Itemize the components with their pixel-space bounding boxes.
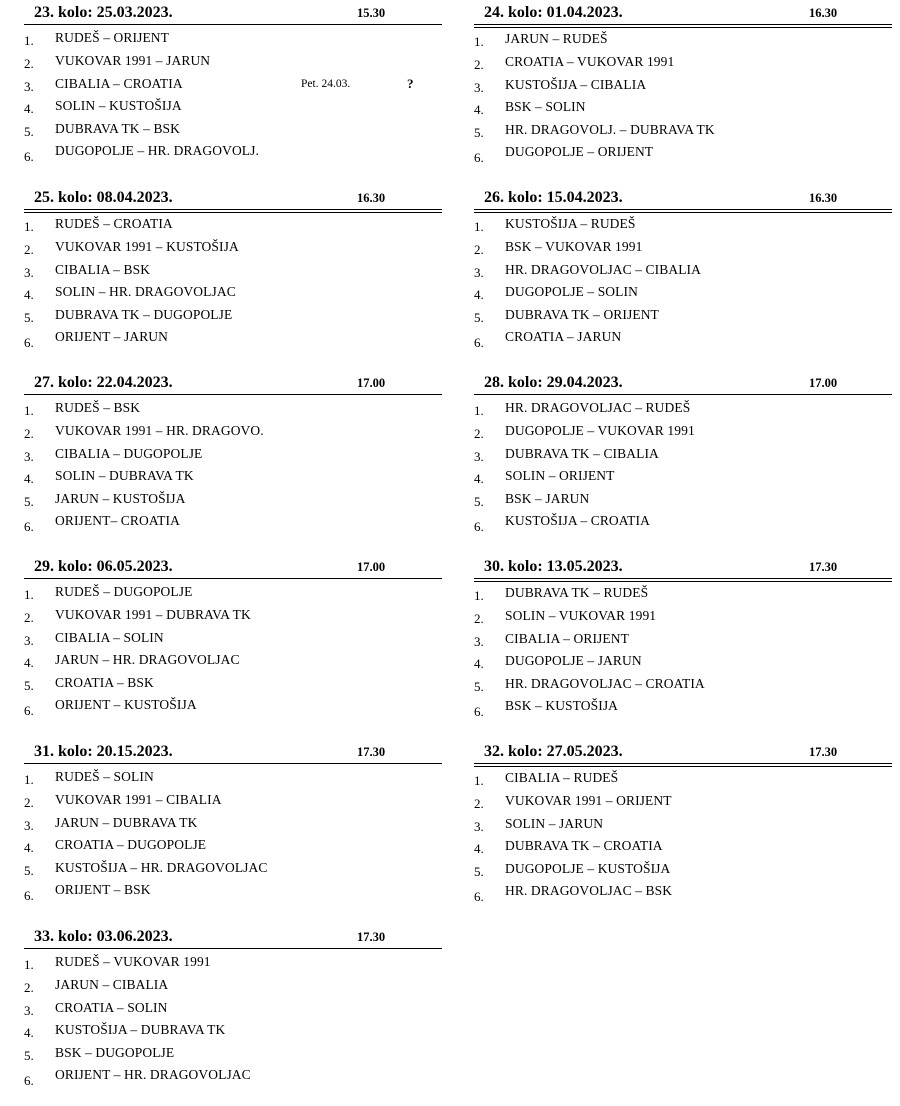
- match-teams: SOLIN – KUSTOŠIJA: [55, 98, 182, 114]
- match-teams: VUKOVAR 1991 – JARUN: [55, 52, 211, 68]
- match-teams: KUSTOŠIJA – HR. DRAGOVOLJAC: [55, 860, 268, 876]
- match-row: [474, 837, 892, 860]
- match-row: [24, 814, 442, 837]
- match-row: [24, 606, 442, 629]
- match-number: 6.: [474, 888, 484, 904]
- match-number: 2.: [474, 425, 484, 441]
- match-number: 1.: [24, 33, 34, 48]
- match-teams: BSK – KUSTOŠIJA: [505, 697, 619, 713]
- match-number: 4.: [24, 287, 34, 303]
- kickoff-time: 17.00: [357, 560, 386, 574]
- match-number: 4.: [474, 656, 484, 672]
- match-teams: DUGOPOLJE – HR. DRAGOVOLJ.: [55, 142, 259, 158]
- round-block-27: [24, 372, 442, 536]
- match-number: 3.: [24, 78, 34, 94]
- match-number: 3.: [24, 632, 34, 648]
- match-row: [474, 607, 892, 630]
- match-row: [24, 120, 442, 143]
- kickoff-time: 17.30: [357, 745, 386, 759]
- match-number: 5.: [24, 1048, 34, 1064]
- match-number: 1.: [474, 588, 484, 603]
- round-header: [474, 372, 892, 394]
- match-row: [24, 283, 442, 306]
- match-row: [24, 768, 442, 791]
- round-header: [474, 2, 892, 24]
- match-number: 6.: [24, 702, 34, 718]
- match-row: [474, 675, 892, 698]
- match-teams: JARUN – KUSTOŠIJA: [55, 491, 186, 507]
- round-header: [24, 741, 442, 763]
- match-row: [24, 651, 442, 674]
- match-number: 4.: [24, 655, 34, 671]
- match-teams: ORIJENT– CROATIA: [55, 512, 180, 528]
- match-number: 6.: [24, 887, 34, 903]
- round-title: 32. kolo: 27.05.2023.: [484, 743, 623, 760]
- match-row: [24, 953, 442, 976]
- match-teams: VUKOVAR 1991 – DUBRAVA TK: [55, 606, 251, 622]
- match-row: [24, 674, 442, 697]
- match-row: [24, 29, 442, 52]
- match-teams: CROATIA – SOLIN: [55, 999, 168, 1015]
- match-row: [24, 329, 442, 352]
- kickoff-time: 16.30: [357, 191, 386, 205]
- round-header: [474, 187, 892, 209]
- match-number: 2.: [24, 979, 34, 995]
- header-rule: [474, 578, 892, 582]
- match-number: 6.: [24, 1072, 34, 1088]
- match-teams: ORIJENT – JARUN: [55, 328, 169, 344]
- match-number: 3.: [474, 264, 484, 280]
- header-rule: [474, 209, 892, 213]
- match-teams: HR. DRAGOVOLJAC – RUDEŠ: [505, 400, 691, 415]
- match-teams: RUDEŠ – ORIJENT: [55, 30, 170, 45]
- round-title: 27. kolo: 22.04.2023.: [34, 374, 173, 391]
- match-teams: CROATIA – VUKOVAR 1991: [505, 53, 675, 69]
- match-teams: RUDEŠ – CROATIA: [55, 216, 173, 231]
- header-rule: [474, 763, 892, 767]
- match-number: 3.: [24, 264, 34, 280]
- match-number: 4.: [24, 101, 34, 117]
- match-number: 4.: [24, 471, 34, 487]
- round-block-28: [474, 372, 892, 536]
- match-number: 5.: [474, 494, 484, 510]
- match-number: 2.: [24, 794, 34, 810]
- match-number: 5.: [474, 125, 484, 141]
- match-row: [474, 144, 892, 167]
- kickoff-time: 17.30: [357, 930, 386, 944]
- match-number: 6.: [24, 334, 34, 350]
- match-teams: DUGOPOLJE – JARUN: [505, 653, 642, 669]
- match-teams: CIBALIA – CROATIA: [55, 75, 183, 91]
- round-block-25: [24, 187, 442, 352]
- match-number: 3.: [24, 448, 34, 464]
- match-row: [474, 283, 892, 306]
- round-block-26: [474, 187, 892, 352]
- match-teams: CIBALIA – BSK: [55, 261, 151, 277]
- match-row: [474, 306, 892, 329]
- match-teams: JARUN – RUDEŠ: [505, 31, 608, 46]
- match-row: [474, 98, 892, 121]
- round-block-31: [24, 741, 442, 905]
- round-title: 23. kolo: 25.03.2023.: [34, 4, 173, 21]
- match-teams: CROATIA – DUGOPOLJE: [55, 837, 207, 853]
- match-teams: KUSTOŠIJA – RUDEŠ: [505, 216, 636, 231]
- match-row: [24, 859, 442, 882]
- match-row: [474, 422, 892, 445]
- match-number: 2.: [474, 610, 484, 626]
- header-rule: [474, 24, 892, 28]
- match-teams: KUSTOŠIJA – CIBALIA: [505, 76, 647, 92]
- match-teams: CROATIA – JARUN: [505, 328, 622, 344]
- match-number: 3.: [474, 818, 484, 834]
- match-row: [474, 76, 892, 99]
- round-header: [24, 556, 442, 578]
- match-row: [24, 490, 442, 513]
- match-teams: JARUN – DUBRAVA TK: [55, 814, 198, 830]
- round-header: [24, 187, 442, 209]
- match-row: [24, 629, 442, 652]
- match-row: [474, 860, 892, 883]
- match-number: 4.: [474, 287, 484, 303]
- match-row: [474, 630, 892, 653]
- match-number: 2.: [24, 241, 34, 257]
- match-row: [24, 445, 442, 468]
- match-teams: ORIJENT – BSK: [55, 881, 151, 897]
- match-row: [474, 792, 892, 815]
- match-teams: HR. DRAGOVOLJAC – CIBALIA: [505, 261, 702, 277]
- match-row: [24, 1021, 442, 1044]
- match-teams: DUGOPOLJE – SOLIN: [505, 284, 638, 300]
- match-teams: DUBRAVA TK – RUDEŠ: [505, 585, 649, 600]
- kickoff-time: 16.30: [809, 6, 838, 20]
- match-row: [474, 815, 892, 838]
- round-header: [474, 741, 892, 763]
- round-title: 26. kolo: 15.04.2023.: [484, 189, 623, 206]
- match-teams: DUBRAVA TK – CIBALIA: [505, 445, 659, 461]
- match-number: 3.: [24, 1002, 34, 1018]
- match-row: [24, 976, 442, 999]
- match-row: [24, 999, 442, 1022]
- match-number: 4.: [474, 102, 484, 118]
- header-rule: [24, 209, 442, 213]
- match-number: 1.: [474, 403, 484, 418]
- match-teams: BSK – JARUN: [505, 491, 590, 507]
- match-teams: DUBRAVA TK – CROATIA: [505, 838, 663, 854]
- match-row: [474, 883, 892, 906]
- match-row: [24, 215, 442, 238]
- match-number: 3.: [474, 633, 484, 649]
- round-header: [474, 556, 892, 578]
- match-row: [24, 75, 442, 98]
- match-teams: SOLIN – ORIJENT: [505, 468, 615, 484]
- match-teams: KUSTOŠIJA – CROATIA: [505, 512, 650, 528]
- match-row: [24, 261, 442, 284]
- match-row: [24, 97, 442, 120]
- round-title: 24. kolo: 01.04.2023.: [484, 4, 623, 21]
- match-number: 6.: [24, 148, 34, 164]
- round-header: [24, 2, 442, 24]
- match-row: [474, 513, 892, 536]
- match-number: 5.: [24, 124, 34, 140]
- match-number: 5.: [24, 494, 34, 510]
- match-teams: KUSTOŠIJA – DUBRAVA TK: [55, 1022, 226, 1038]
- round-block-32: [474, 741, 892, 906]
- match-teams: RUDEŠ – VUKOVAR 1991: [55, 954, 211, 969]
- match-teams: CIBALIA – ORIJENT: [505, 630, 629, 646]
- match-row: [24, 513, 442, 536]
- round-block-30: [474, 556, 892, 721]
- match-row: [474, 30, 892, 53]
- match-row: [24, 422, 442, 445]
- match-number: 1.: [24, 587, 34, 602]
- match-number: 2.: [474, 56, 484, 72]
- match-number: 4.: [24, 1025, 34, 1041]
- match-number: 3.: [474, 448, 484, 464]
- match-number: 3.: [474, 79, 484, 95]
- match-number: 1.: [24, 403, 34, 418]
- match-teams: CIBALIA – SOLIN: [55, 629, 164, 645]
- match-row: [474, 121, 892, 144]
- round-block-29: [24, 556, 442, 720]
- match-number: 1.: [474, 34, 484, 49]
- match-teams: SOLIN – JARUN: [505, 815, 604, 831]
- match-teams: JARUN – CIBALIA: [55, 976, 169, 992]
- match-row: [24, 836, 442, 859]
- match-teams: DUBRAVA TK – BSK: [55, 121, 181, 137]
- match-number: 1.: [474, 773, 484, 788]
- match-teams: HR. DRAGOVOLJAC – BSK: [505, 882, 673, 898]
- match-row: [24, 1044, 442, 1067]
- match-row: [24, 399, 442, 422]
- match-row: [474, 329, 892, 352]
- kickoff-time: 15.30: [357, 6, 386, 20]
- match-teams: HR. DRAGOVOLJAC – CROATIA: [505, 676, 705, 692]
- match-teams: BSK – DUGOPOLJE: [55, 1045, 175, 1061]
- match-row: [24, 52, 442, 75]
- match-number: 5.: [24, 678, 34, 694]
- match-row: [24, 143, 442, 166]
- round-block-24: [474, 2, 892, 167]
- match-number: 1.: [24, 219, 34, 234]
- match-row: [474, 698, 892, 721]
- match-number: 2.: [24, 55, 34, 71]
- match-teams: CROATIA – BSK: [55, 675, 154, 691]
- match-teams: VUKOVAR 1991 – KUSTOŠIJA: [55, 238, 239, 254]
- match-row: [24, 697, 442, 720]
- match-number: 6.: [474, 518, 484, 534]
- match-teams: VUKOVAR 1991 – CIBALIA: [55, 791, 222, 807]
- match-row: [474, 399, 892, 422]
- kickoff-time: 17.00: [809, 376, 838, 390]
- match-row: [474, 652, 892, 675]
- match-teams: ORIJENT – HR. DRAGOVOLJAC: [55, 1066, 251, 1082]
- match-teams: SOLIN – HR. DRAGOVOLJAC: [55, 284, 236, 300]
- match-teams: CIBALIA – DUGOPOLJE: [55, 445, 203, 461]
- match-teams: VUKOVAR 1991 – HR. DRAGOVO.: [55, 422, 264, 438]
- round-header: [24, 372, 442, 394]
- match-row: [24, 583, 442, 606]
- match-teams: BSK – SOLIN: [505, 99, 586, 115]
- round-title: 33. kolo: 03.06.2023.: [34, 928, 173, 945]
- round-header: [24, 926, 442, 948]
- round-block-23: [24, 2, 442, 166]
- round-title: 30. kolo: 13.05.2023.: [484, 558, 623, 575]
- match-number: 4.: [474, 841, 484, 857]
- match-number: 6.: [24, 518, 34, 534]
- match-teams: RUDEŠ – SOLIN: [55, 769, 154, 784]
- round-title: 31. kolo: 20.15.2023.: [34, 743, 173, 760]
- match-number: 3.: [24, 817, 34, 833]
- match-number: 5.: [474, 864, 484, 880]
- match-number: 4.: [474, 471, 484, 487]
- match-number: 1.: [24, 772, 34, 787]
- question-mark: ?: [407, 75, 414, 91]
- kickoff-time: 17.30: [809, 745, 838, 759]
- match-number: 2.: [474, 241, 484, 257]
- match-number: 5.: [474, 310, 484, 326]
- match-teams: RUDEŠ – BSK: [55, 400, 141, 415]
- kickoff-time: 16.30: [809, 191, 838, 205]
- match-teams: HR. DRAGOVOLJ. – DUBRAVA TK: [505, 122, 715, 138]
- match-row: [24, 467, 442, 490]
- match-number: 6.: [474, 334, 484, 350]
- round-block-33: [24, 926, 442, 1090]
- match-teams: SOLIN – VUKOVAR 1991: [505, 607, 657, 623]
- kickoff-time: 17.00: [357, 376, 386, 390]
- match-number: 6.: [474, 149, 484, 165]
- match-number: 2.: [474, 795, 484, 811]
- match-row: [24, 306, 442, 329]
- match-teams: DUBRAVA TK – DUGOPOLJE: [55, 307, 233, 323]
- match-teams: DUGOPOLJE – ORIJENT: [505, 143, 654, 159]
- match-teams: CIBALIA – RUDEŠ: [505, 770, 619, 785]
- match-row: [474, 584, 892, 607]
- match-number: 2.: [24, 609, 34, 625]
- match-teams: RUDEŠ – DUGOPOLJE: [55, 584, 193, 599]
- match-row: [24, 1067, 442, 1090]
- match-row: [474, 53, 892, 76]
- round-title: 25. kolo: 08.04.2023.: [34, 189, 173, 206]
- match-row: [474, 490, 892, 513]
- match-date-note: Pet. 24.03.: [301, 77, 351, 90]
- match-teams: VUKOVAR 1991 – ORIJENT: [505, 792, 672, 808]
- match-teams: DUBRAVA TK – ORIJENT: [505, 307, 659, 323]
- match-teams: DUGOPOLJE – KUSTOŠIJA: [505, 861, 671, 877]
- match-row: [474, 238, 892, 261]
- round-title: 29. kolo: 06.05.2023.: [34, 558, 173, 575]
- match-row: [24, 882, 442, 905]
- match-row: [24, 791, 442, 814]
- match-number: 5.: [24, 310, 34, 326]
- match-teams: ORIJENT – KUSTOŠIJA: [55, 696, 197, 712]
- match-number: 6.: [474, 703, 484, 719]
- match-number: 5.: [24, 863, 34, 879]
- match-number: 1.: [24, 957, 34, 972]
- match-number: 1.: [474, 219, 484, 234]
- match-number: 4.: [24, 840, 34, 856]
- match-teams: BSK – VUKOVAR 1991: [505, 238, 643, 254]
- match-row: [474, 261, 892, 284]
- match-row: [474, 467, 892, 490]
- match-row: [474, 445, 892, 468]
- round-title: 28. kolo: 29.04.2023.: [484, 374, 623, 391]
- match-teams: SOLIN – DUBRAVA TK: [55, 468, 194, 484]
- match-teams: JARUN – HR. DRAGOVOLJAC: [55, 652, 240, 668]
- match-row: [24, 238, 442, 261]
- kickoff-time: 17.30: [809, 560, 838, 574]
- match-teams: DUGOPOLJE – VUKOVAR 1991: [505, 422, 695, 438]
- match-row: [474, 215, 892, 238]
- match-number: 5.: [474, 679, 484, 695]
- match-row: [474, 769, 892, 792]
- match-number: 2.: [24, 425, 34, 441]
